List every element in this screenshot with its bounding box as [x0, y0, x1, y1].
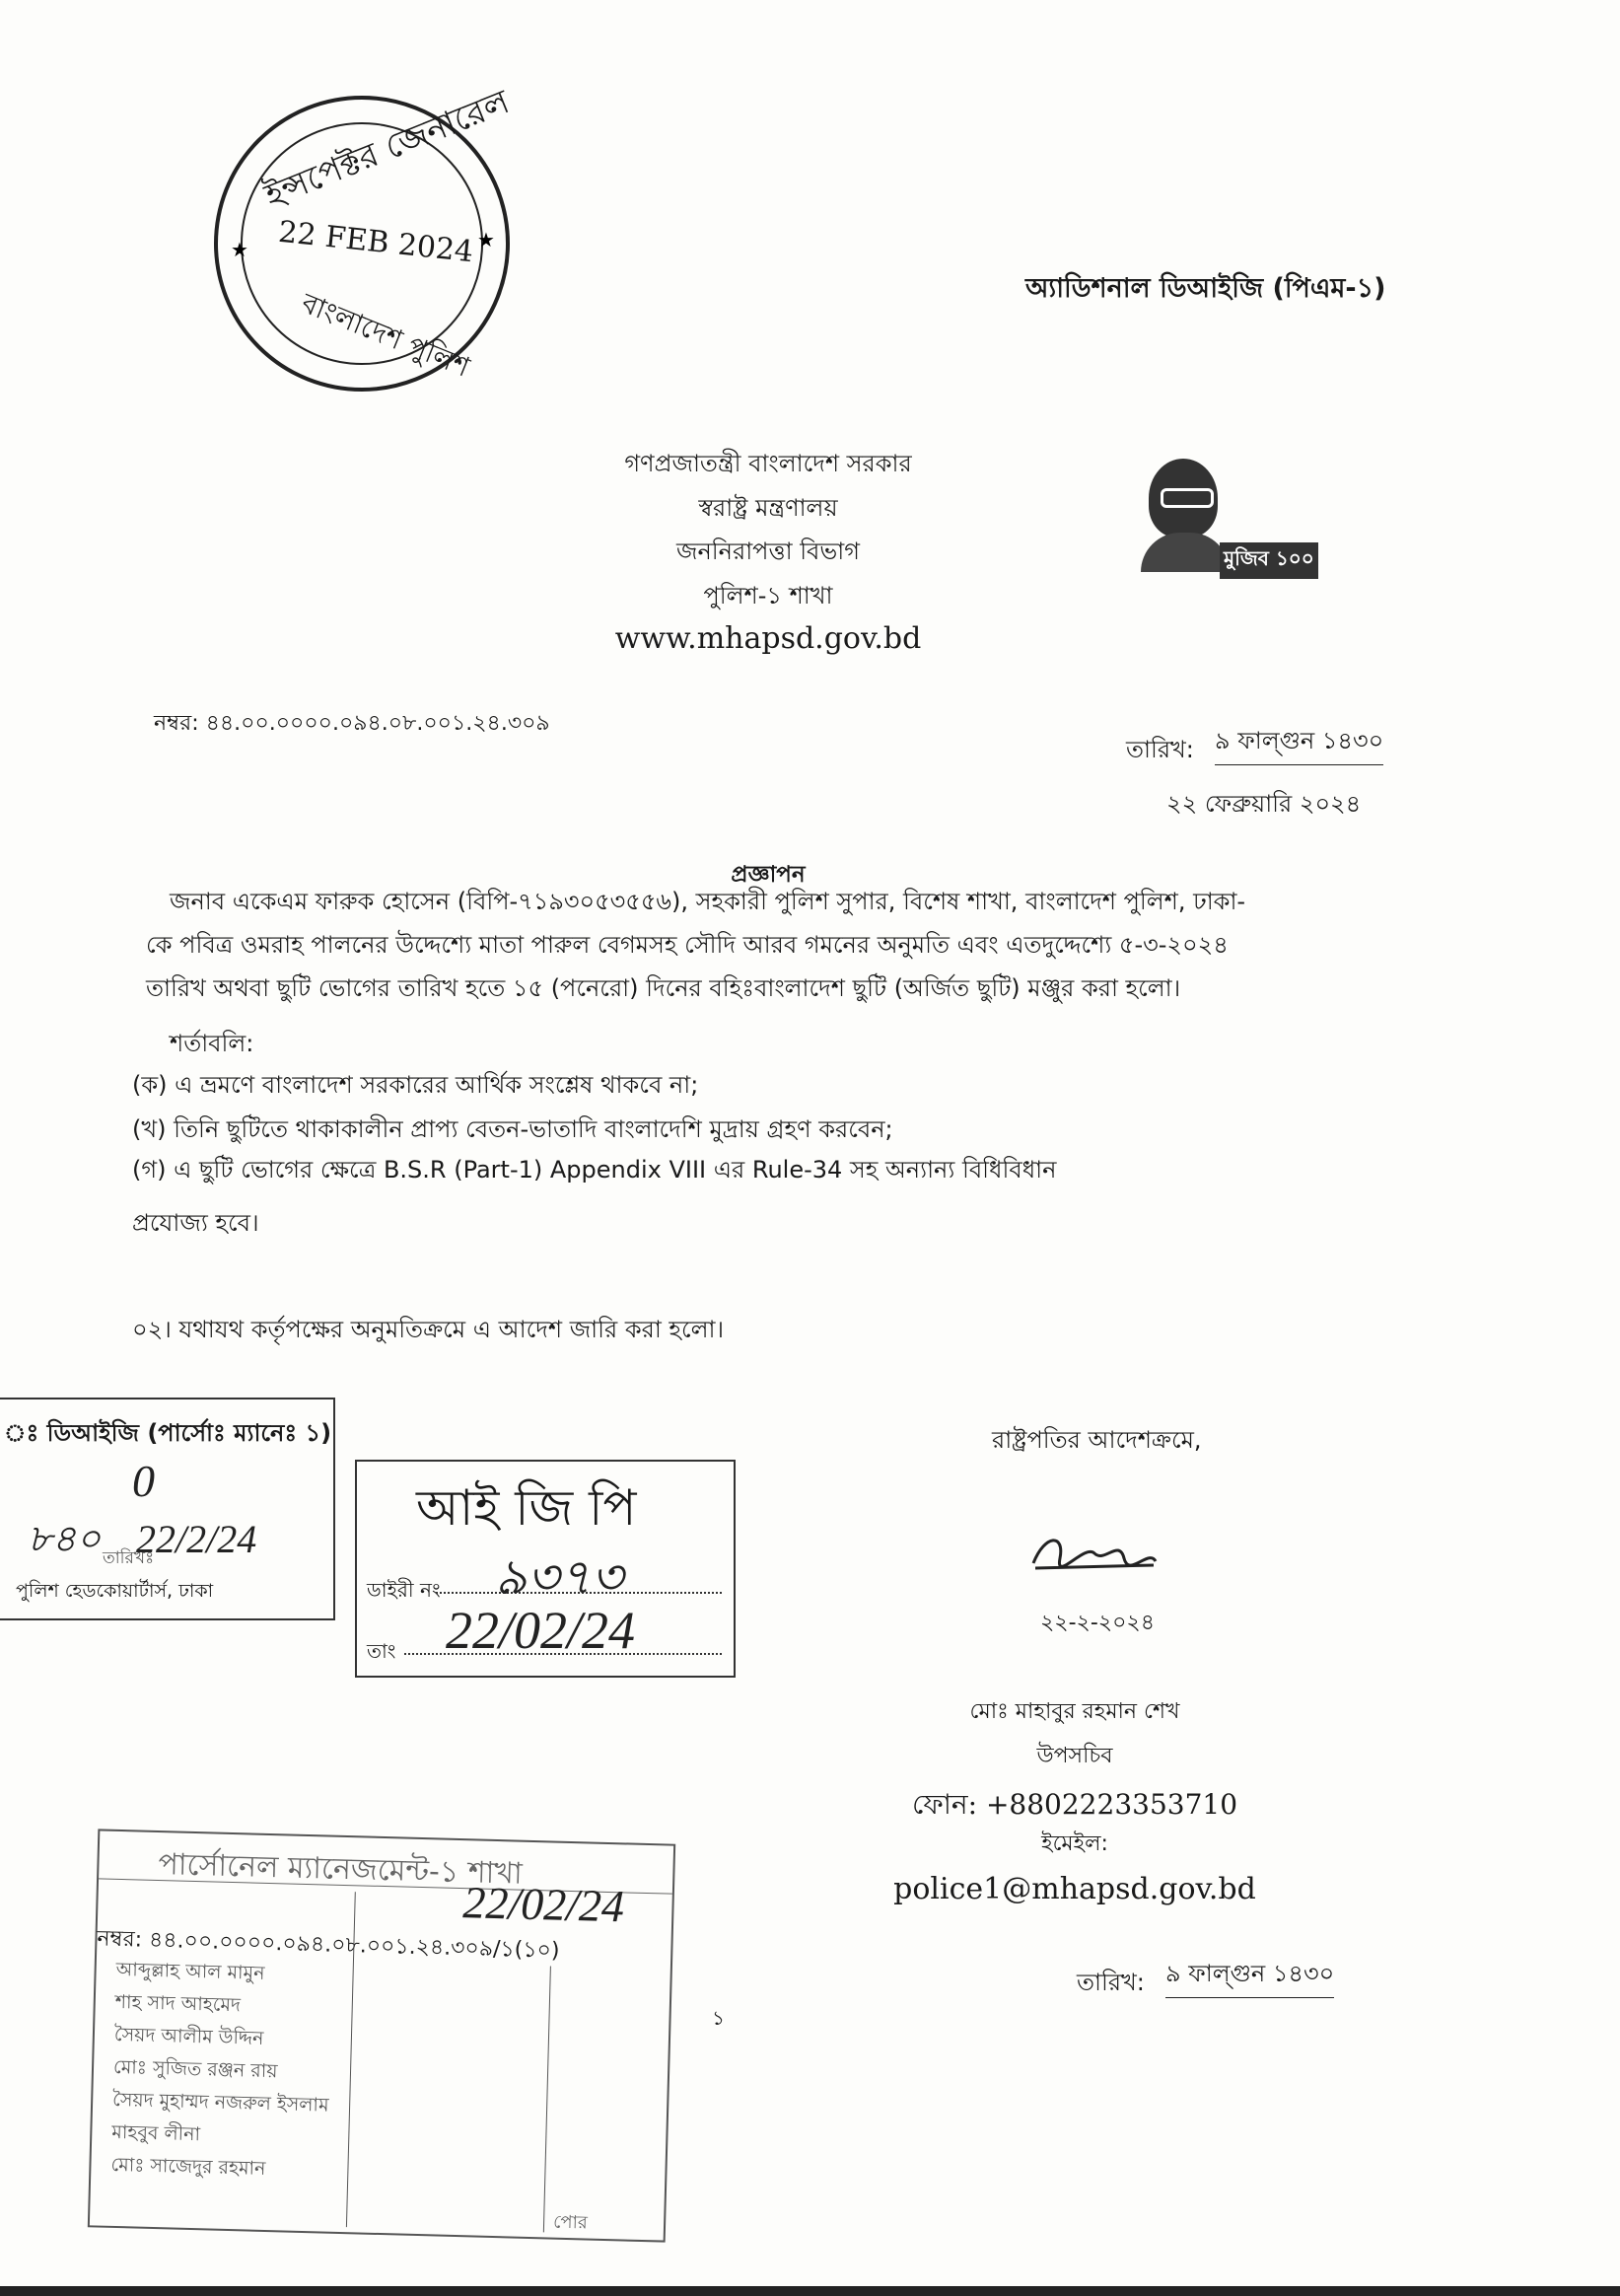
recipient-name: মোঃ সুজিত রঞ্জন রায় — [112, 2055, 278, 2083]
stamp-date-label: তারিখঃ — [103, 1548, 155, 1568]
header-section: পুলিশ-১ শাখা — [703, 582, 833, 610]
header-government: গণপ্রজাতন্ত্রী বাংলাদেশ সরকার — [624, 450, 912, 477]
signatory-designation: উপসচিব — [1036, 1744, 1113, 1768]
stamp-title: পার্সোনেল ম্যানেজমেন্ট-১ শাখা — [158, 1847, 524, 1892]
bottom-date-bangla: ৯ ফাল্গুন ১৪৩০ — [1165, 1956, 1334, 1998]
recipient-name: শাহ সাদ আহমেদ — [114, 1990, 242, 2017]
recipient-name: মোঃ সাজেদুর রহমান — [110, 2153, 266, 2180]
paragraph-2: ০২। যথাযথ কর্তৃপক্ষের অনুমতিক্রমে এ আদেশ জারি করা হলো। — [132, 1316, 725, 1343]
signature-date: ২২-২-২০২৪ — [1040, 1611, 1155, 1635]
seal-bottom-text: বাংলাদেশ পুলিশ — [297, 286, 474, 384]
signature — [1025, 1524, 1163, 1583]
date-label: তারিখ: — [1126, 736, 1194, 763]
dig-receipt-stamp — [0, 1398, 335, 1620]
date-bangla: ৯ ফাল্গুন ১৪৩০ — [1215, 723, 1383, 765]
svg-text:★: ★ — [477, 228, 495, 251]
email-label: ইমেইল: — [1041, 1831, 1108, 1856]
recipient-name: সৈয়দ আলীম উদ্দিন — [113, 2023, 264, 2049]
stamp-copy-number: নম্বর: ৪৪.০০.০০০০.০৯৪.০৮.০০১.২৪.৩০৯/১(১০) — [97, 1926, 560, 1964]
bottom-date-label: তারিখ: — [1077, 1969, 1145, 1996]
signatory-phone: ফোন: +8802223353710 — [911, 1788, 1238, 1821]
stamp-number: ৮৪০ — [28, 1519, 102, 1560]
scan-edge — [0, 2286, 1620, 2296]
condition-item: প্রযোজ্য হবে। — [132, 1209, 259, 1237]
condition-item: (খ) তিনি ছুটিতে থাকাকালীন প্রাপ্য বেতন-ভাতাদি বাংলাদেশি মুদ্রায় গ্রহণ করবেন; — [132, 1115, 893, 1143]
addressee-note: অ্যাডিশনাল ডিআইজি (পিএম-১) — [1025, 273, 1386, 304]
stamp-title: আই জি পি — [416, 1479, 637, 1537]
diary-label: ডাইরী নং — [367, 1578, 441, 1602]
seal-top-text: ইন্সপেক্টর জেনারেল — [259, 82, 516, 217]
stamp-handwritten-mark: 0 — [132, 1456, 155, 1506]
igp-diary-stamp — [355, 1460, 736, 1678]
condition-item: (ক) এ ভ্রমণে বাংলাদেশ সরকারের আর্থিক সংশ্লেষ থাকবে না; — [132, 1071, 699, 1099]
stamp-footer: পুলিশ হেডকোয়ার্টার্স, ঢাকা — [16, 1580, 214, 1602]
memo-number: নম্বর: ৪৪.০০.০০০০.০৯৪.০৮.০০১.২৪.৩০৯ — [154, 711, 550, 736]
recipient-name: সৈয়দ মুহাম্মদ নজরুল ইসলাম — [111, 2088, 329, 2117]
date-gregorian: ২২ ফেব্রুয়ারি ২০২৪ — [1166, 790, 1362, 818]
mujib-100-logo — [1141, 459, 1314, 582]
stamp-title: ঃ ডিআইজি (পার্সোঃ ম্যানেঃ ১) — [4, 1419, 332, 1447]
page-number: ১ — [712, 2006, 725, 2030]
signatory-email: police1@mhapsd.gov.bd — [893, 1872, 1256, 1906]
stamp-date: 22/2/24 — [136, 1517, 257, 1561]
signatory-name: মোঃ মাহাবুর রহমান শেখ — [969, 1699, 1180, 1724]
header-division: জননিরাপত্তা বিভাগ — [676, 538, 860, 565]
distribution-stamp — [88, 1829, 675, 2242]
recipient-name: মাহবুব লীনা — [111, 2120, 201, 2146]
diary-number: ৯৩৭৩ — [495, 1549, 623, 1605]
condition-item: (গ) এ ছুটি ভোগের ক্ষেত্রে B.S.R (Part-1) Appendix VIII এর Rule-34 সহ অন্যান্য বিধিবিধান — [132, 1156, 1057, 1184]
stamp-foot-text: পোর — [552, 2211, 589, 2234]
header-ministry: স্বরাষ্ট্র মন্ত্রণালয় — [698, 494, 838, 522]
presidential-order: রাষ্ট্রপতির আদেশক্রমে, — [992, 1426, 1202, 1454]
header-website: www.mhapsd.gov.bd — [614, 621, 922, 656]
svg-text:★: ★ — [231, 238, 248, 261]
recipient-list — [110, 1954, 332, 2188]
logo-text: মুজিব ১০০ — [1220, 542, 1318, 579]
body-line: জনাব একেএম ফারুক হোসেন (বিপি-৭১৯৩০৫৩৫৫৬), সহকারী পুলিশ সুপার, বিশেষ শাখা, বাংলাদেশ পুলিশ, ঢাকা- — [170, 888, 1246, 915]
notice-title: প্রজ্ঞাপন — [731, 862, 806, 888]
stamp-date: 22/02/24 — [461, 1877, 625, 1932]
seal-date: 22 FEB 2024 — [276, 214, 475, 270]
diary-date: 22/02/24 — [446, 1601, 636, 1660]
recipient-name: আব্দুল্লাহ আল মামুন — [115, 1958, 265, 1984]
body-line: তারিখ অথবা ছুটি ভোগের তারিখ হতে ১৫ (পনেরো) দিনের বহিঃবাংলাদেশ ছুটি (অর্জিত ছুটি) মঞ্জুর করা হলো। — [146, 974, 1181, 1002]
body-line: কে পবিত্র ওমরাহ পালনের উদ্দেশ্যে মাতা পারুল বেগমসহ সৌদি আরব গমনের অনুমতি এবং এতদুদ্দেশ্যে ৫-৩-২০২৪ — [146, 931, 1229, 959]
diary-date-label: তাং — [367, 1639, 396, 1663]
conditions-label: শর্তাবলি: — [170, 1030, 254, 1057]
